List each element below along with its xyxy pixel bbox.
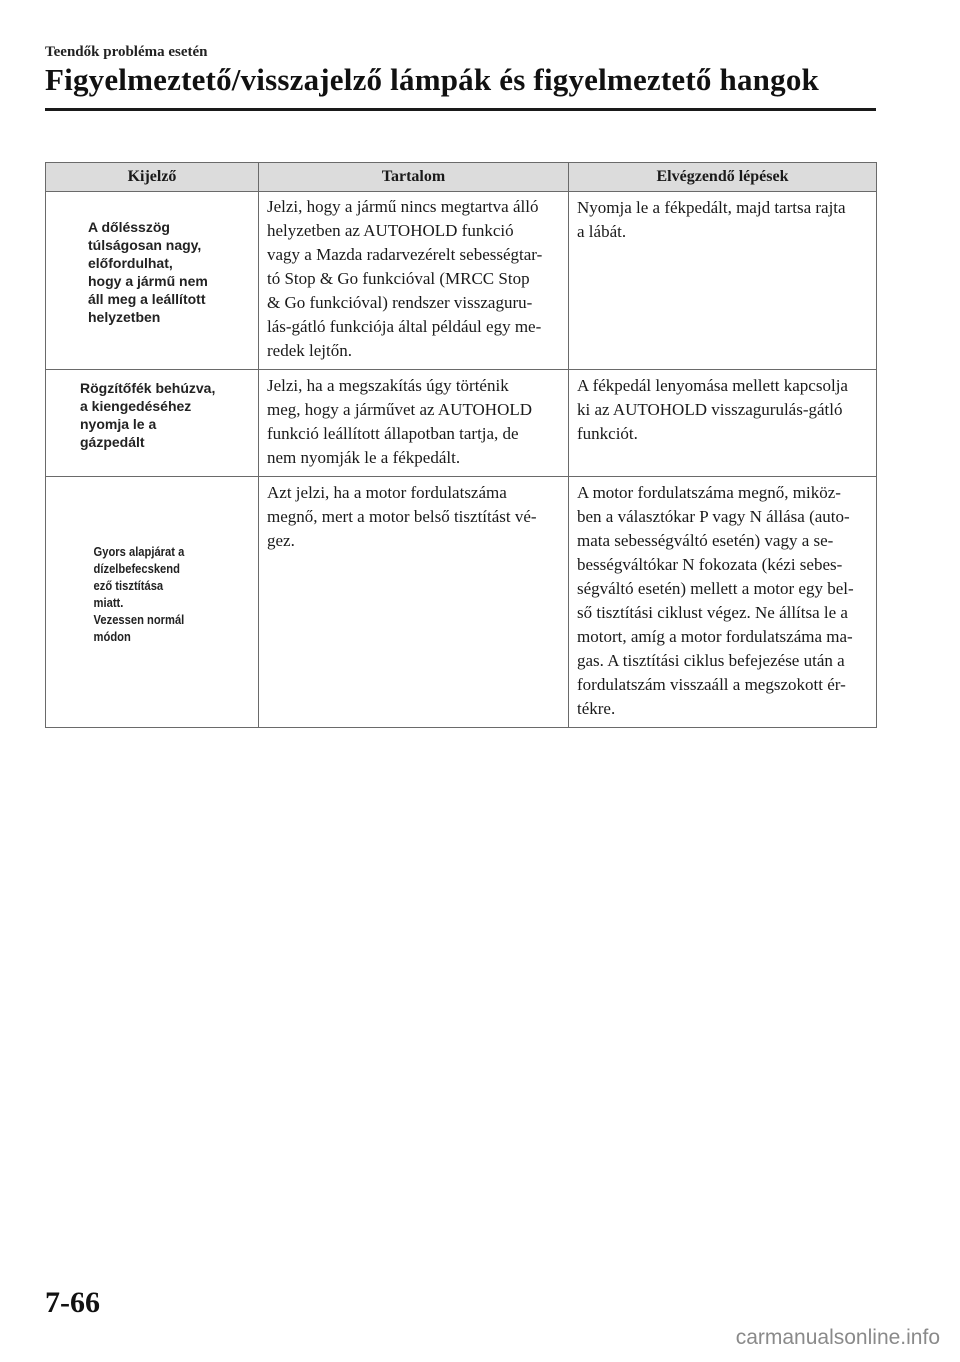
steps-line: ben a választókar P vagy N állása (auto- — [577, 507, 850, 526]
display-line: gázpedált — [80, 434, 145, 450]
content-cell — [259, 192, 569, 370]
steps-line: motort, amíg a motor fordulatszáma ma- — [577, 627, 853, 646]
content-line: vagy a Mazda radarvezérelt sebességtar- — [267, 245, 543, 264]
content-line: & Go funkcióval) rendszer visszaguru- — [267, 293, 533, 312]
steps-line: Nyomja le a fékpedált, majd tartsa rajta — [577, 198, 846, 217]
content-line: Jelzi, hogy a jármű nincs megtartva álló — [267, 197, 539, 216]
display-line: túlságosan nagy, — [88, 237, 202, 253]
watermark-link[interactable]: carmanualsonline.info — [735, 1326, 940, 1349]
table-row — [46, 370, 877, 477]
steps-line: A motor fordulatszáma megnő, miköz- — [577, 483, 841, 502]
display-line: Rögzítőfék behúzva, — [80, 380, 216, 396]
display-cell — [46, 477, 259, 728]
table-row — [46, 477, 877, 728]
content-line: megnő, mert a motor belső tisztítást vé- — [267, 507, 537, 526]
content-line: nem nyomják le a fékpedált. — [267, 448, 461, 467]
content-line: meg, hogy a járművet az AUTOHOLD — [267, 400, 533, 419]
content-cell — [259, 477, 569, 728]
section-label: Teendők probléma esetén — [45, 44, 208, 60]
content-line: tó Stop & Go funkcióval (MRCC Stop — [267, 269, 530, 288]
display-line: Gyors alapjárat a — [93, 544, 185, 559]
table-header-row — [46, 163, 877, 192]
steps-line: a lábát. — [577, 222, 627, 241]
steps-cell — [569, 477, 877, 728]
display-cell — [46, 370, 259, 477]
steps-line: A fékpedál lenyomása mellett kapcsolja — [577, 376, 848, 395]
display-cell — [46, 192, 259, 370]
content-line: helyzetben az AUTOHOLD funkció — [267, 221, 514, 240]
display-message — [54, 374, 250, 451]
content-line: gez. — [267, 531, 295, 550]
steps-line: ki az AUTOHOLD visszagurulás-gátló — [577, 400, 843, 419]
content-line: funkció leállított állapotban tartja, de — [267, 424, 519, 443]
content-line: Jelzi, ha a megszakítás úgy történik — [267, 376, 509, 395]
display-line: miatt. — [93, 595, 124, 610]
steps-line: ső tisztítási ciklust végez. Ne állítsa le a — [577, 603, 848, 622]
content-line: Azt jelzi, ha a motor fordulatszáma — [267, 483, 507, 502]
steps-line: bességváltókar N fokozata (kézi sebes- — [577, 555, 843, 574]
display-line: a kiengedéséhez — [80, 398, 192, 414]
display-message — [54, 196, 250, 326]
steps-line: mata sebességváltó esetén) vagy a se- — [577, 531, 834, 550]
warning-table — [45, 162, 877, 728]
display-line: áll meg a leállított — [88, 291, 206, 307]
steps-line: ségváltó esetén) mellett a motor egy bel- — [577, 579, 854, 598]
content-cell — [259, 370, 569, 477]
header-steps: Elvégzendő lépések — [569, 163, 877, 192]
page-title: Figyelmeztető/visszajelző lámpák és figyelmeztető hangok — [45, 62, 819, 97]
table-row — [46, 192, 877, 370]
header-content: Tartalom — [259, 163, 569, 192]
steps-line: funkciót. — [577, 424, 638, 443]
content-line: redek lejtőn. — [267, 341, 352, 360]
display-message — [54, 543, 223, 659]
display-line: előfordulhat, — [88, 255, 173, 271]
display-line: nyomja le a — [80, 416, 157, 432]
display-line: módon — [93, 629, 131, 644]
content-line: lás-gátló funkciója által például egy me- — [267, 317, 542, 336]
steps-cell — [569, 192, 877, 370]
display-line: helyzetben — [88, 309, 161, 325]
steps-line: tékre. — [577, 699, 616, 718]
steps-cell — [569, 370, 877, 477]
display-line: dízelbefecskend — [93, 561, 180, 576]
page-number: 7-66 — [45, 1286, 100, 1319]
display-line: hogy a jármű nem — [88, 273, 208, 289]
header-display: Kijelző — [46, 163, 259, 192]
display-line: Vezessen normál — [93, 612, 185, 627]
steps-line: gas. A tisztítási ciklus befejezése után a — [577, 651, 845, 670]
steps-line: fordulatszám visszaáll a megszokott ér- — [577, 675, 846, 694]
display-line: ező tisztítása — [93, 578, 164, 593]
display-line: A dőlésszög — [88, 219, 170, 235]
title-rule — [45, 108, 876, 111]
